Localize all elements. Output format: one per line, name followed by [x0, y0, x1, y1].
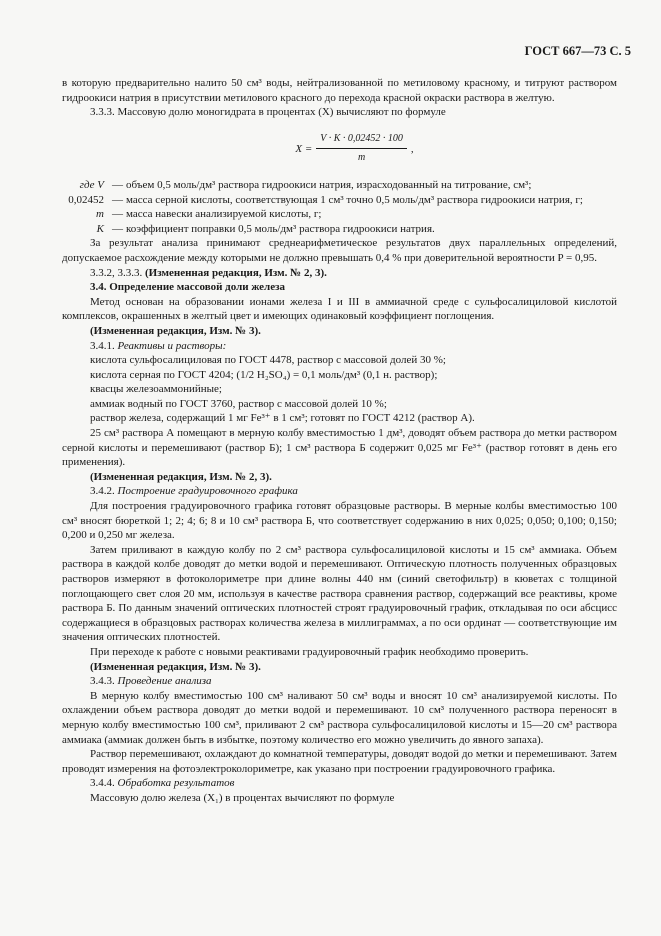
definition-dash: —: [112, 222, 123, 235]
revision-note: [62, 266, 617, 281]
subsection-title: Построение градуировочного графика: [117, 485, 298, 498]
reagent-item: аммиак водный по ГОСТ 3760, раствор с массовой долей 10 %;: [90, 397, 387, 410]
paragraph: Раствор перемешивают, охлаждают до комнатной температуры, доводят водой до метки и перемешивают. Затем проводят измерения на фотоэлектроколориметре, как указано при построении градуировочного графика.: [62, 748, 617, 775]
definition-symbol: m: [96, 208, 104, 221]
definition-symbol: 0,02452: [68, 193, 104, 206]
paragraph: За результат анализа принимают среднеарифметическое результатов двух параллельных определений, допускаемое расхождение между которыми не должно превышать 0,4 % при доверительной вероятности P = 0,95.: [62, 237, 617, 264]
revision-note: (Измененная редакция, Изм. № 3).: [90, 660, 261, 673]
definition-symbol: K: [96, 222, 104, 235]
definition-dash: —: [112, 178, 123, 191]
definition-text: объем 0,5 моль/дм³ раствора гидроокиси натрия, израсходованный на титрование, см³;: [126, 178, 532, 191]
subsection-heading: [62, 776, 617, 791]
subsection-heading: [62, 484, 617, 499]
definition-dash: —: [112, 193, 123, 206]
formula-numerator: V · K · 0,02452 · 100: [316, 132, 407, 150]
formula-tail: ,: [410, 142, 414, 155]
paragraph: В мерную колбу вместимостью 100 см³ наливают 50 см³ воды и вносят 10 см³ анализируемой кислоты. По охлаждении объем раствора доводят до метки водой и перемешивают. 10 см³ полученного раствора переносят в мерную колбу вместимостью 100 см³, приливают 2 см³ раствора сульфосалициловой кислоты и 15—20 см³ раствора аммиака (аммиак должен быть в избытке, поэтому количество его можно увеличить до явного запаха).: [62, 689, 617, 746]
reagent-item: кислота серная по ГОСТ 4204; (1/2 H₂SO₄) = 0,1 моль/дм³ (0,1 н. раствор);: [90, 368, 438, 381]
document-body: [62, 76, 617, 806]
page-header: ГОСТ 667—73 С. 5: [524, 44, 631, 58]
definition-dash: —: [112, 208, 123, 221]
subsection-title: Обработка результатов: [117, 777, 235, 790]
paragraph: При переходе к работе с новыми реактивами градуировочный график необходимо проверить.: [90, 645, 529, 658]
paragraph: Для построения градуировочного графика готовят образцовые растворы. В мерные колбы вместимостью 100 см³ вносят бюреткой 1; 2; 4; 6; 8 и 10 см³ раствора Б, что соответствует содержанию в них 0,025; 0,050; 0,100; 0,150; 0,200 и 0,250 мг железа.: [62, 500, 617, 542]
definition-row: [62, 222, 617, 237]
definition-text: масса серной кислоты, соответствующая 1 см³ точно 0,5 моль/дм³ раствора гидроокиси натрия, г;: [126, 193, 583, 206]
paragraph: Метод основан на образовании ионами железа I и III в аммиачной среде с сульфосалициловой кислотой комплексов, окрашенных в желтый цвет и имеющих одинаковый коэффициент поглощения.: [62, 295, 617, 323]
subsection-title: Проведение анализа: [117, 675, 212, 688]
subsection-title: Реактивы и растворы:: [117, 339, 227, 352]
formula-monohydrate: [92, 132, 617, 166]
reagent-item: квасцы железоаммонийные;: [90, 383, 222, 396]
definition-symbol: где V: [79, 178, 104, 191]
clause-ref: 3.3.2, 3.3.3.: [90, 266, 143, 279]
paragraph: в которую предварительно налито 50 см³ воды, нейтрализованной по метиловому красному, и титруют раствором гидроокиси натрия в присутствии метилового красного до перехода красной окраски раствора в желтую.: [62, 77, 617, 104]
paragraph: 3.3.3. Массовую долю моногидрата в процентах (X) вычисляют по формуле: [90, 106, 446, 119]
formula-denominator: m: [357, 152, 366, 164]
reagent-item: кислота сульфосалициловая по ГОСТ 4478, раствор с массовой долей 30 %;: [90, 354, 446, 367]
formula-lhs: X =: [295, 142, 313, 155]
definition-text: масса навески анализируемой кислоты, г;: [126, 208, 322, 221]
paragraph: Затем приливают в каждую колбу по 2 см³ раствора сульфосалициловой кислоты и 15 см³ аммиака. Объем раствора в каждой колбе доводят до метки водой и перемешивают. Оптическую плотность полученных образцовых растворов измеряют в фотоколориметре при длине волны 440 нм (синий светофильтр) в кюветах с толщиной поглощающего свет слоя 20 мм, используя в качестве раствора сравнения раствор, содержащий все реактивы, кроме раствора Б. По данным значений оптических плотностей строят градуировочный график, откладывая по оси абсцисс содержащиеся в образцовых растворах количества железа в миллиграммах, а по оси ординат — соответствующие им значения оптических плотностей.: [62, 543, 617, 644]
subsection-number: 3.4.3.: [90, 675, 115, 688]
revision-note: (Измененная редакция, Изм. № 2, 3).: [90, 470, 272, 483]
paragraph: 25 см³ раствора А помещают в мерную колбу вместимостью 1 дм³, доводят объем раствора до метки раствором серной кислоты и перемешивают (раствор Б); 1 см³ раствора Б содержит 0,025 мг Fe³⁺ (раствор готовят в день его применения).: [62, 427, 617, 469]
definition-row: [62, 207, 617, 222]
subsection-number: 3.4.4.: [90, 777, 115, 790]
section-heading: 3.4. Определение массовой доли железа: [90, 281, 286, 294]
formula-definitions: [62, 178, 617, 236]
revision-note: (Измененная редакция, Изм. № 3).: [90, 324, 261, 337]
subsection-heading: [62, 674, 617, 689]
subsection-number: 3.4.1.: [90, 339, 115, 352]
reagent-item: раствор железа, содержащий 1 мг Fe³⁺ в 1 см³; готовят по ГОСТ 4212 (раствор А).: [90, 412, 475, 425]
paragraph: Массовую долю железа (X₁) в процентах вычисляют по формуле: [90, 791, 395, 804]
formula-fraction: [316, 132, 407, 166]
subsection-number: 3.4.2.: [90, 485, 115, 498]
definition-row: [62, 178, 617, 193]
revision-text: (Измененная редакция, Изм. № 2, 3).: [145, 266, 327, 279]
definition-text: коэффициент поправки 0,5 моль/дм³ раствора гидроокиси натрия.: [126, 222, 435, 235]
subsection-heading: [62, 339, 617, 354]
definition-row: [62, 193, 617, 208]
